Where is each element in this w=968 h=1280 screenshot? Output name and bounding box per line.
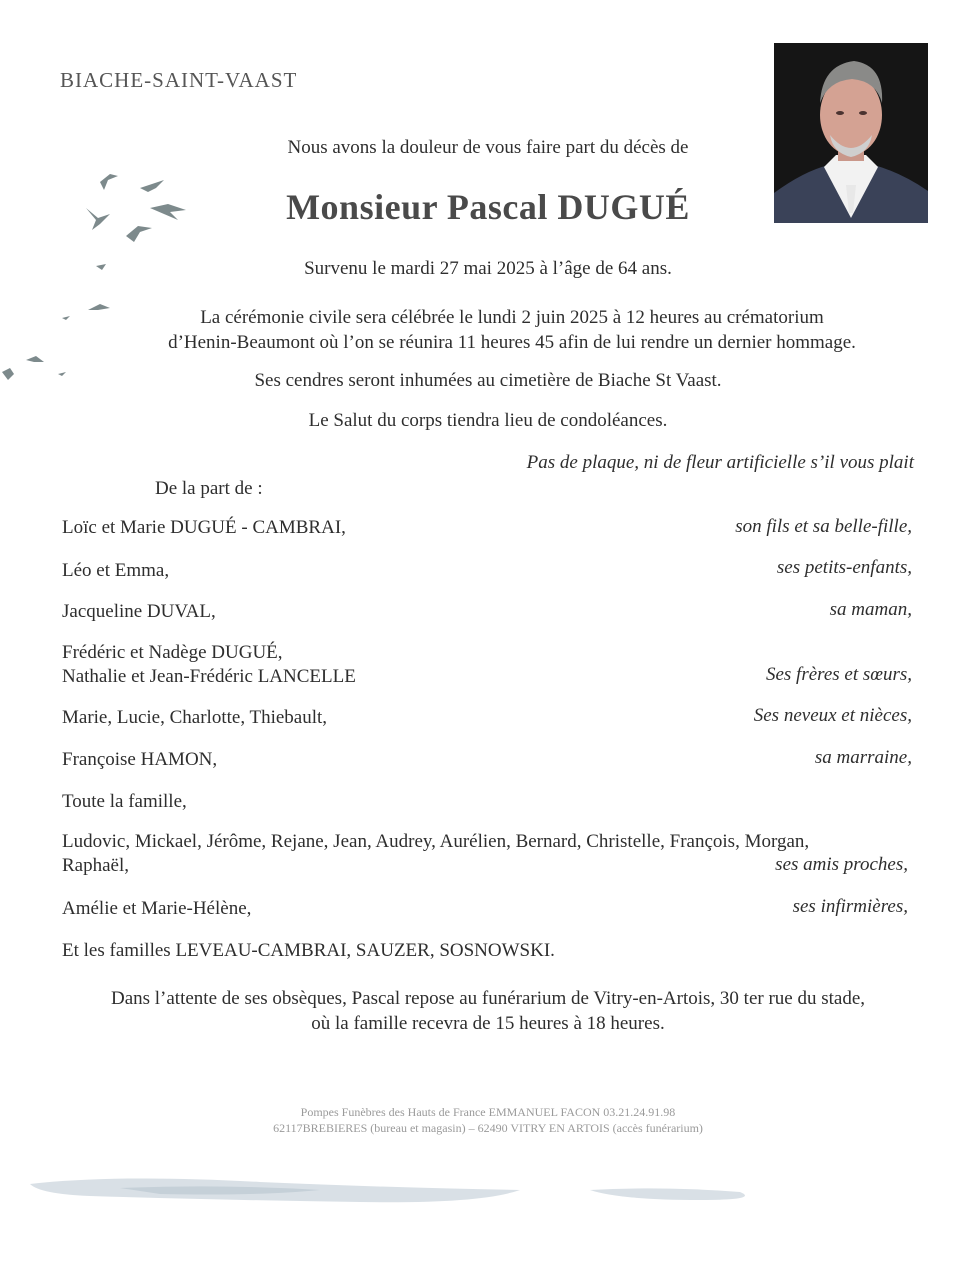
family-names-6: [62, 790, 187, 814]
family-name-line: Marie, Lucie, Charlotte, Thiebault,: [62, 707, 328, 728]
family-name-line: Loïc et Marie DUGUÉ - CAMBRAI,: [62, 517, 346, 538]
family-relation-8: ses infirmières,: [792, 896, 908, 917]
family-name-line: Nathalie et Jean-Frédéric LANCELLE: [62, 666, 356, 687]
funeral-home-footer: [0, 1104, 968, 1136]
family-names-0: [62, 516, 346, 540]
family-names-9: [62, 939, 555, 963]
family-relation-1: ses petits-enfants,: [776, 557, 912, 578]
family-name-line: Françoise HAMON,: [62, 749, 218, 770]
intro-text: Nous avons la douleur de vous faire part du décès de: [287, 137, 689, 158]
family-names-3: [62, 641, 356, 689]
family-names-8: [62, 897, 251, 921]
condolences-text: Le Salut du corps tiendra lieu de condoléances.: [308, 410, 668, 431]
family-names-1: [62, 559, 169, 583]
family-names-4: [62, 706, 327, 730]
family-names-7: [62, 830, 809, 878]
ceremony-line-2: d’Henin-Beaumont où l’on se réunira 11 heures 45 afin de lui rendre un dernier hommage.: [168, 332, 856, 353]
town-heading: BIACHE-SAINT-VAAST: [60, 68, 298, 92]
family-name-line: Léo et Emma,: [62, 560, 170, 581]
deceased-name: Monsieur Pascal DUGUÉ: [286, 187, 690, 227]
family-name-line: Amélie et Marie-Hélène,: [62, 898, 252, 919]
no-flowers-note: Pas de plaque, ni de fleur artificielle s’il vous plait: [526, 452, 914, 473]
watercolor-smudge: [0, 1160, 968, 1220]
ceremony-line-1: La cérémonie civile sera célébrée le lundi 2 juin 2025 à 12 heures au crématorium: [200, 307, 824, 328]
family-name-line: Et les familles LEVEAU-CAMBRAI, SAUZER, SOSNOWSKI.: [62, 940, 555, 961]
death-date-text: Survenu le mardi 27 mai 2025 à l’âge de 64 ans.: [304, 258, 672, 279]
family-relation-2: sa maman,: [829, 599, 912, 620]
on-behalf-of-label: De la part de :: [155, 478, 263, 499]
repose-text: [0, 986, 968, 1036]
family-name-line: Raphaël,: [62, 855, 130, 876]
family-relation-7: ses amis proches,: [775, 854, 908, 875]
footer-line-1: Pompes Funèbres des Hauts de France EMMANUEL FACON 03.21.24.91.98: [300, 1105, 676, 1119]
repose-line-1: Dans l’attente de ses obsèques, Pascal repose au funérarium de Vitry-en-Artois, 30 ter rue du stade,: [110, 988, 866, 1009]
family-name-line: Jacqueline DUVAL,: [62, 601, 216, 622]
family-name-line: Toute la famille,: [62, 791, 187, 812]
family-relation-3: Ses frères et sœurs,: [765, 664, 912, 685]
ceremony-text: [50, 305, 968, 355]
ashes-text: Ses cendres seront inhumées au cimetière de Biache St Vaast.: [254, 370, 722, 391]
footer-line-2: 62117BREBIERES (bureau et magasin) – 62490 VITRY EN ARTOIS (accès funérarium): [273, 1121, 703, 1135]
family-relation-0: son fils et sa belle-fille,: [735, 516, 912, 537]
repose-line-2: où la famille recevra de 15 heures à 18 heures.: [311, 1013, 665, 1034]
family-relation-5: sa marraine,: [814, 747, 912, 768]
family-names-5: [62, 748, 217, 772]
family-name-line: Ludovic, Mickael, Jérôme, Rejane, Jean, Audrey, Aurélien, Bernard, Christelle, François, Morgan,: [62, 831, 810, 852]
family-name-line: Frédéric et Nadège DUGUÉ,: [62, 642, 283, 663]
family-names-2: [62, 600, 216, 624]
family-relation-4: Ses neveux et nièces,: [753, 705, 912, 726]
